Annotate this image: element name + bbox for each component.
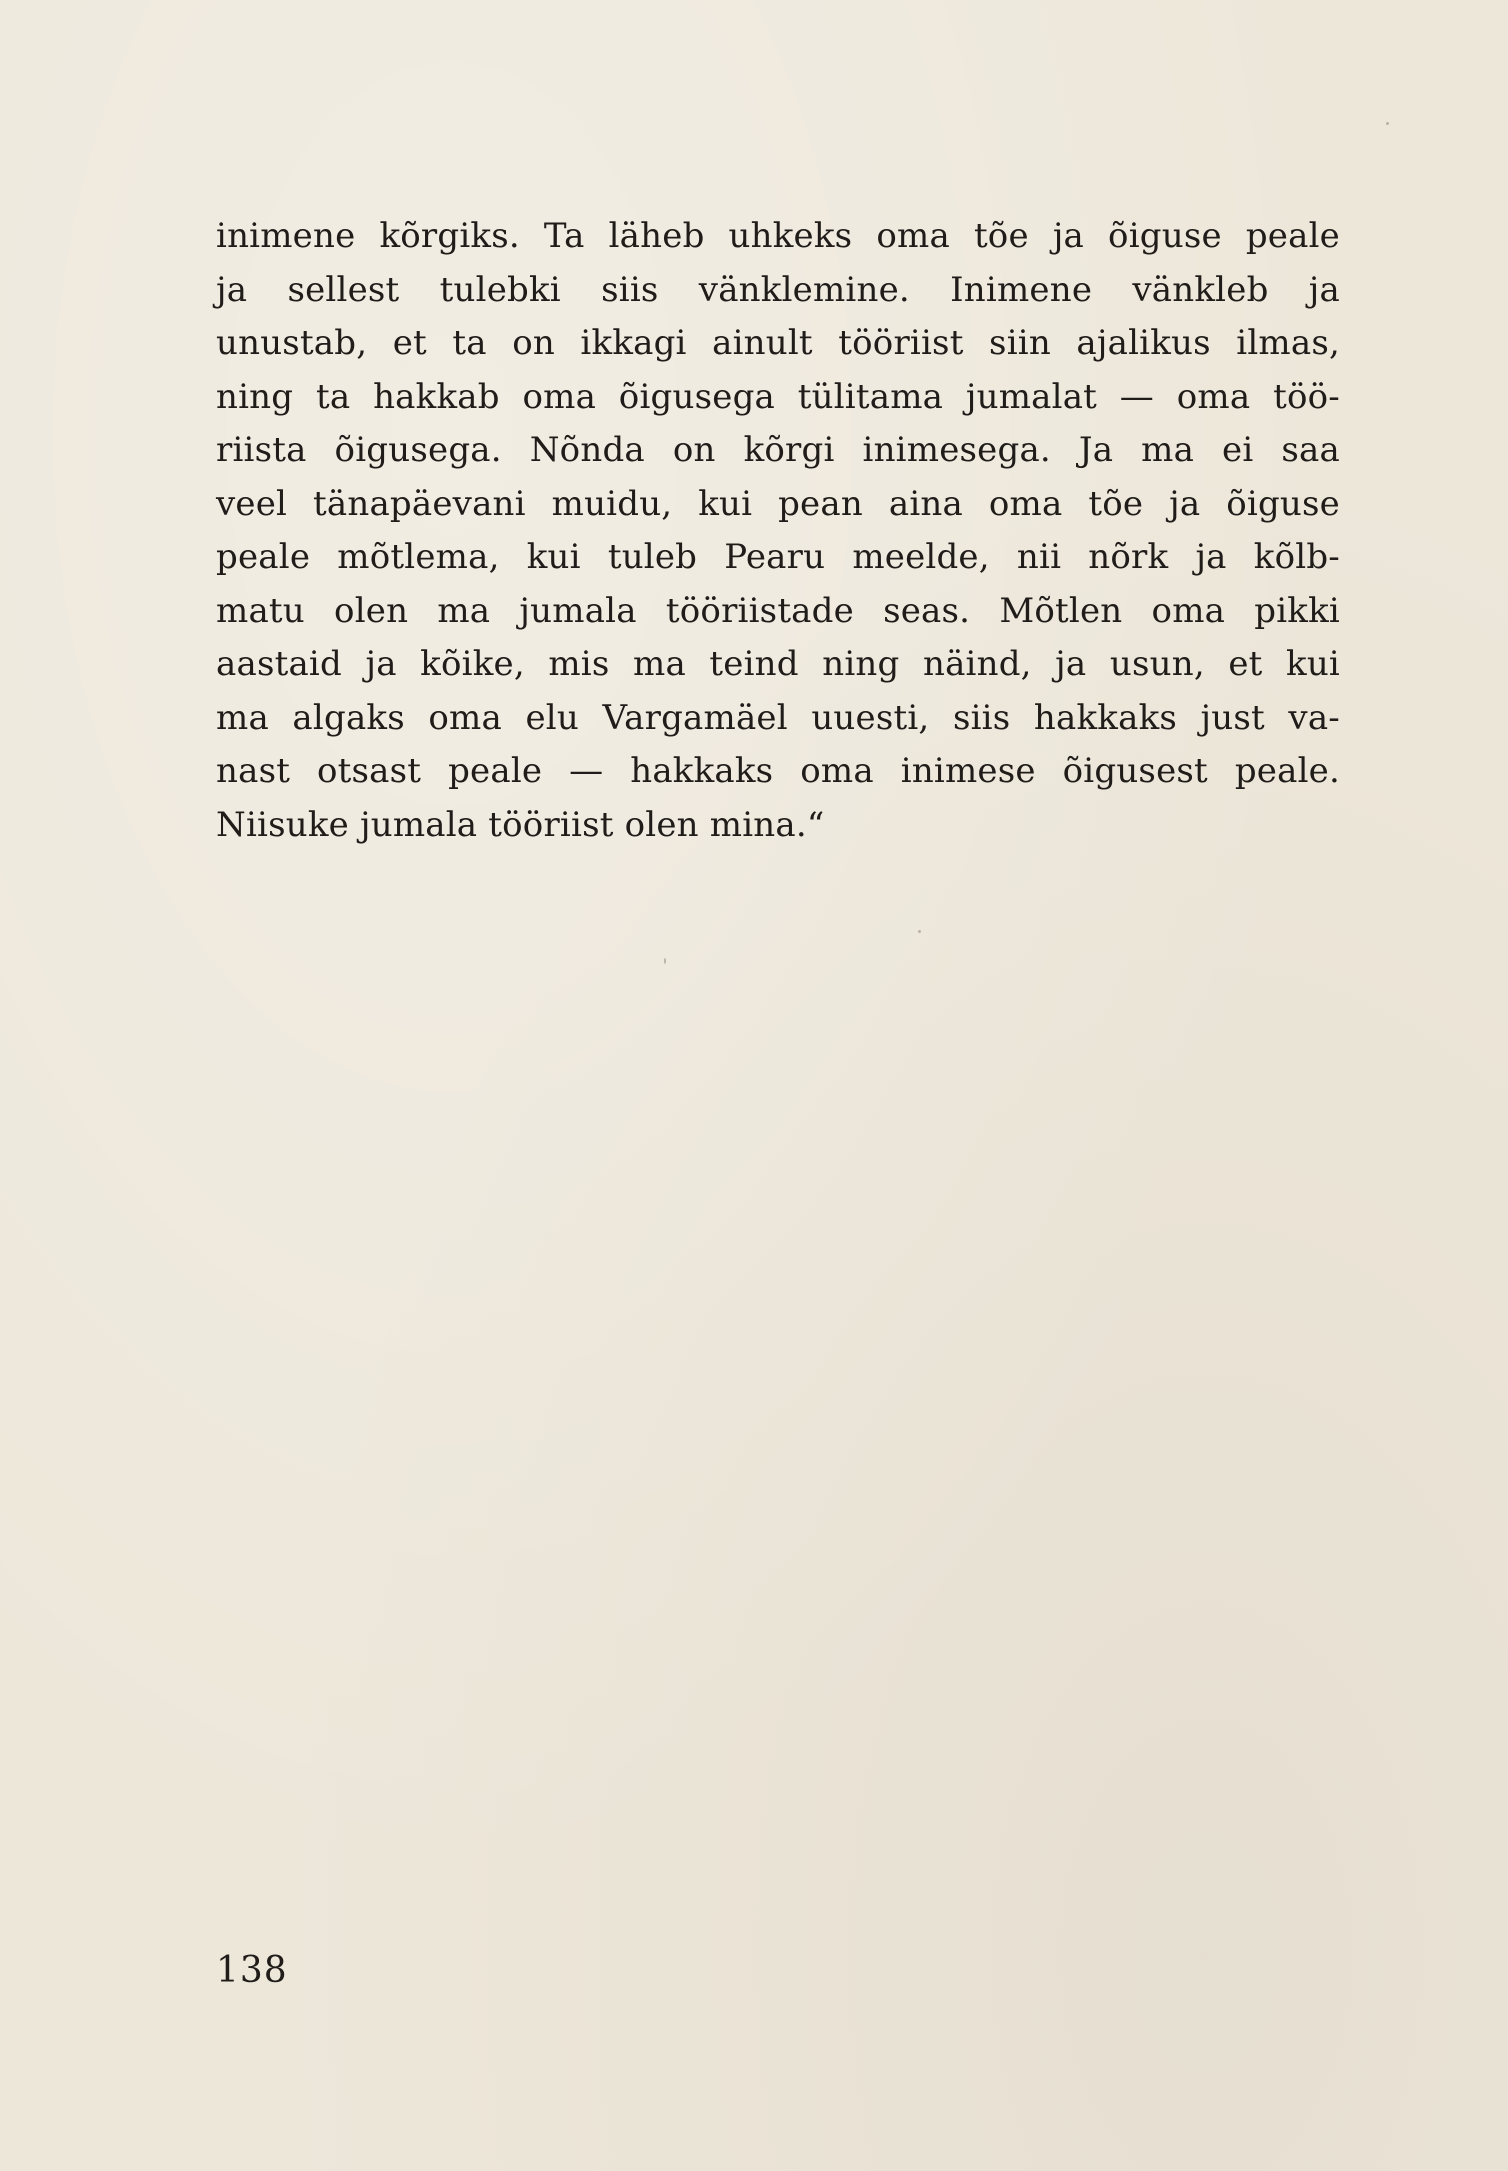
text-line-4: ning ta hakkab oma õigusega tülitama jumalat — oma töö-: [216, 376, 1340, 417]
body-paragraph: [216, 210, 1340, 852]
text-line-3: unustab, et ta on ikkagi ainult tööriist siin ajalikus ilmas,: [216, 323, 1340, 363]
text-line-7: peale mõtlema, kui tuleb Pearu meelde, nii nõrk ja kõlb-: [216, 537, 1340, 577]
text-line-5: riista õigusega. Nõnda on kõrgi inimesega. Ja ma ei saa: [216, 430, 1340, 470]
paper-speck: [664, 958, 666, 964]
text-line-8: matu olen ma jumala tööriistade seas. Mõtlen oma pikki: [216, 590, 1340, 631]
paper-speck: [1386, 122, 1389, 125]
text-line-1: inimene kõrgiks. Ta läheb uhkeks oma tõe ja õiguse peale: [216, 216, 1340, 256]
page-number: 138: [216, 1950, 288, 1991]
text-line-10: ma algaks oma elu Vargamäel uuesti, siis hakkaks just va-: [216, 697, 1340, 738]
paper-speck: [918, 930, 921, 933]
text-line-11: nast otsast peale — hakkaks oma inimese õigusest peale.: [216, 751, 1340, 791]
text-line-6: veel tänapäevani muidu, kui pean aina oma tõe ja õiguse: [216, 483, 1340, 524]
text-line-9: aastaid ja kõike, mis ma teind ning näind, ja usun, et kui: [216, 644, 1340, 684]
text-line-2: ja sellest tulebki siis vänklemine. Inimene vänkleb ja: [216, 269, 1340, 310]
text-line-12: Niisuke jumala tööriist olen mina.“: [216, 804, 825, 845]
